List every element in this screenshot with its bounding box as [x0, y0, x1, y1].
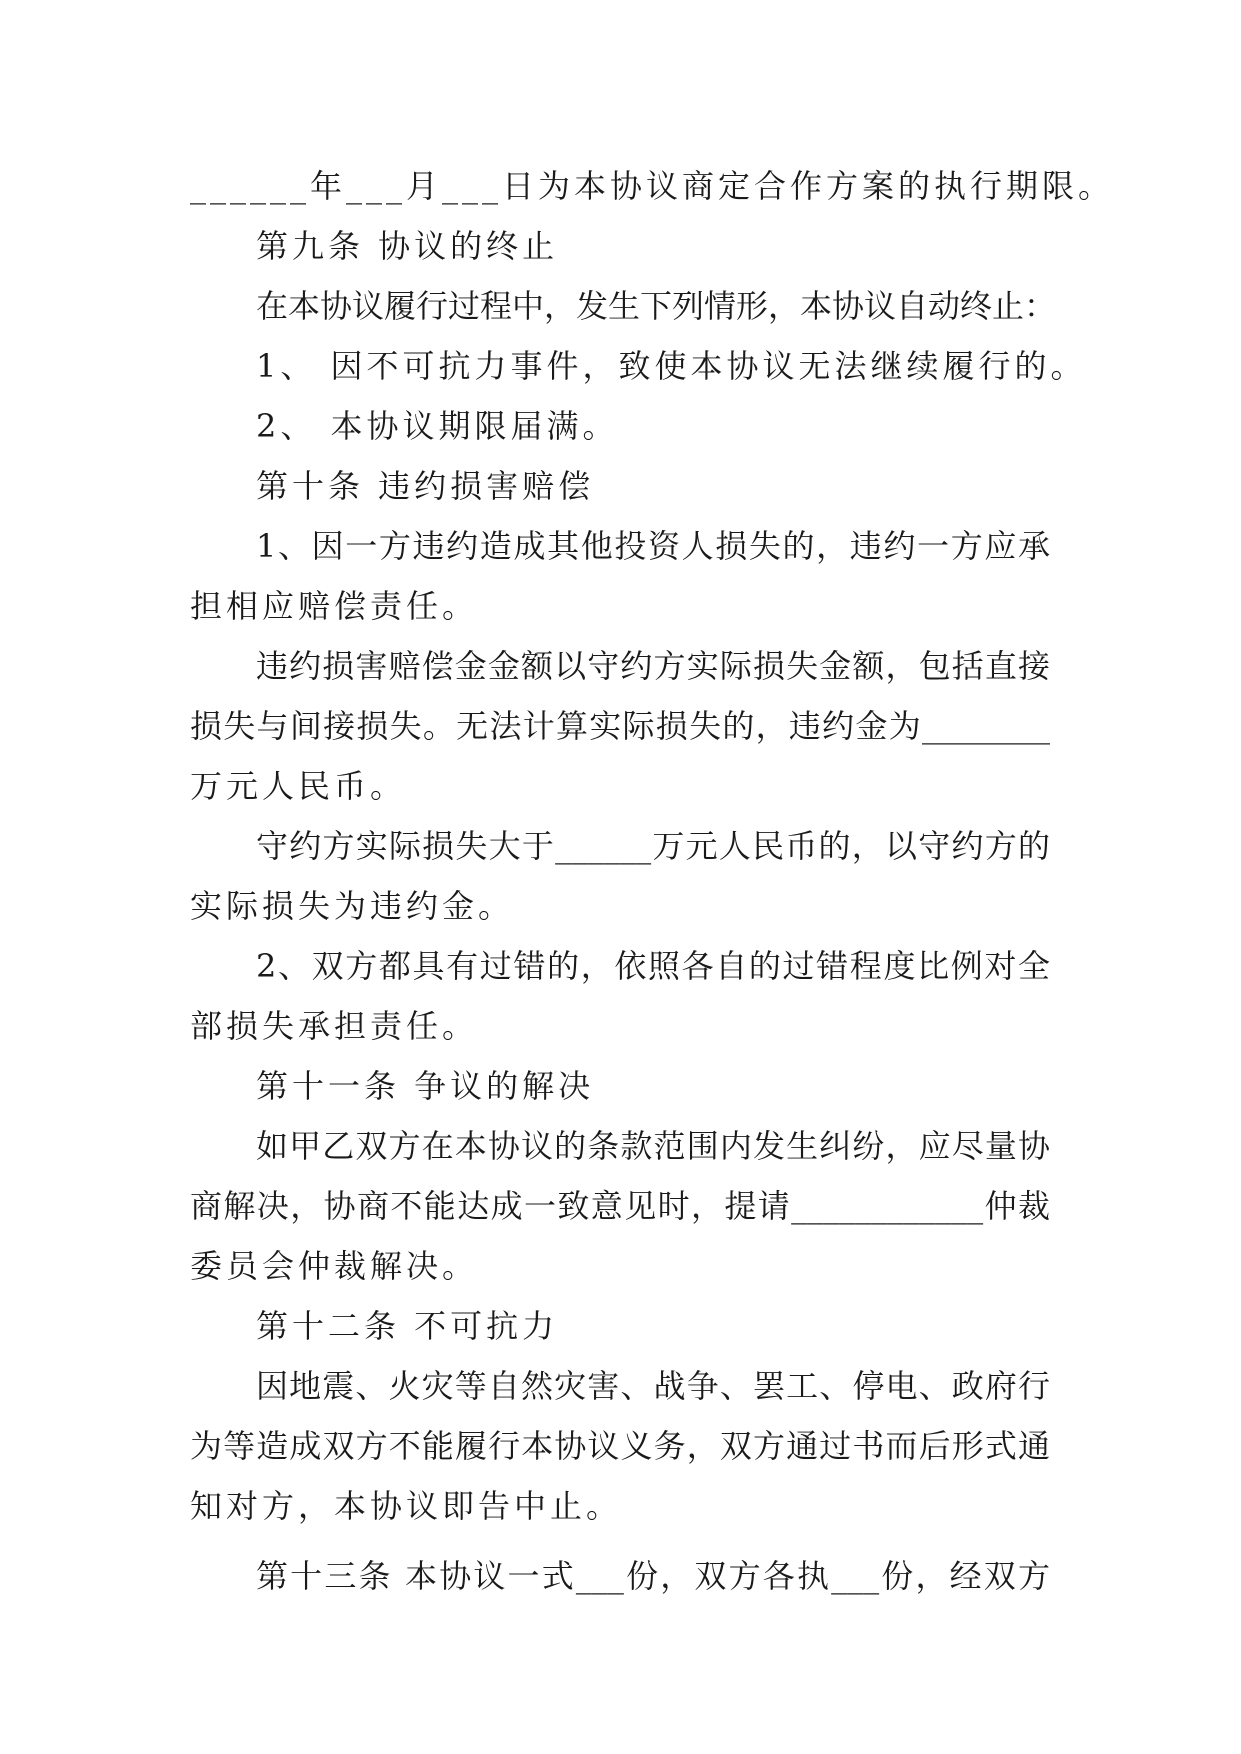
article-10-item-2-line-2: 部损失承担责任。: [190, 1007, 479, 1045]
article-12-para-line-2: 为等造成双方不能履行本协议义务，双方通过书而后形式通: [190, 1427, 1050, 1465]
article-12-para-line-3: 知对方，本协议即告中止。: [190, 1487, 623, 1525]
article-11-heading: 第十一条 争议的解决: [256, 1067, 595, 1105]
article-9-item-2: 2、 本协议期限届满。: [256, 407, 619, 445]
article-11-para-line-1: 如甲乙双方在本协议的条款范围内发生纠纷，应尽量协: [256, 1127, 1050, 1165]
article-10-item-2-line-1: 2、双方都具有过错的，依照各自的过错程度比例对全: [256, 947, 1050, 985]
article-11-para-line-2: 商解决，协商不能达成一致意见时，提请____________仲裁: [190, 1187, 1050, 1225]
article-11-para-line-3: 委员会仲裁解决。: [190, 1247, 479, 1285]
actual-loss-para-line-2: 实际损失为违约金。: [190, 887, 515, 925]
actual-loss-para-line-1: 守约方实际损失大于______万元人民币的，以守约方的: [256, 827, 1050, 865]
article-9-intro: 在本协议履行过程中，发生下列情形，本协议自动终止：: [256, 287, 1057, 325]
article-10-item-1-line-2: 担相应赔偿责任。: [190, 587, 479, 625]
article-12-para-line-1: 因地震、火灾等自然灾害、战争、罢工、停电、政府行: [256, 1367, 1050, 1405]
article-12-heading: 第十二条 不可抗力: [256, 1307, 559, 1345]
article-10-heading: 第十条 违约损害赔偿: [256, 467, 595, 505]
damages-para-line-1: 违约损害赔偿金金额以守约方实际损失金额，包括直接: [256, 647, 1050, 685]
article-13-line-1: 第十三条 本协议一式___份，双方各执___份，经双方: [256, 1557, 1050, 1595]
article-9-item-1: 1、 因不可抗力事件，致使本协议无法继续履行的。: [256, 347, 1087, 385]
article-9-heading: 第九条 协议的终止: [256, 227, 559, 265]
article-10-item-1-line-1: 1、因一方违约造成其他投资人损失的，违约一方应承: [256, 527, 1050, 565]
damages-para-line-2: 损失与间接损失。无法计算实际损失的，违约金为________: [190, 707, 1050, 745]
execution-period-line: ______年___月___日为本协议商定合作方案的执行期限。: [190, 167, 1115, 205]
damages-para-line-3: 万元人民币。: [190, 767, 407, 805]
